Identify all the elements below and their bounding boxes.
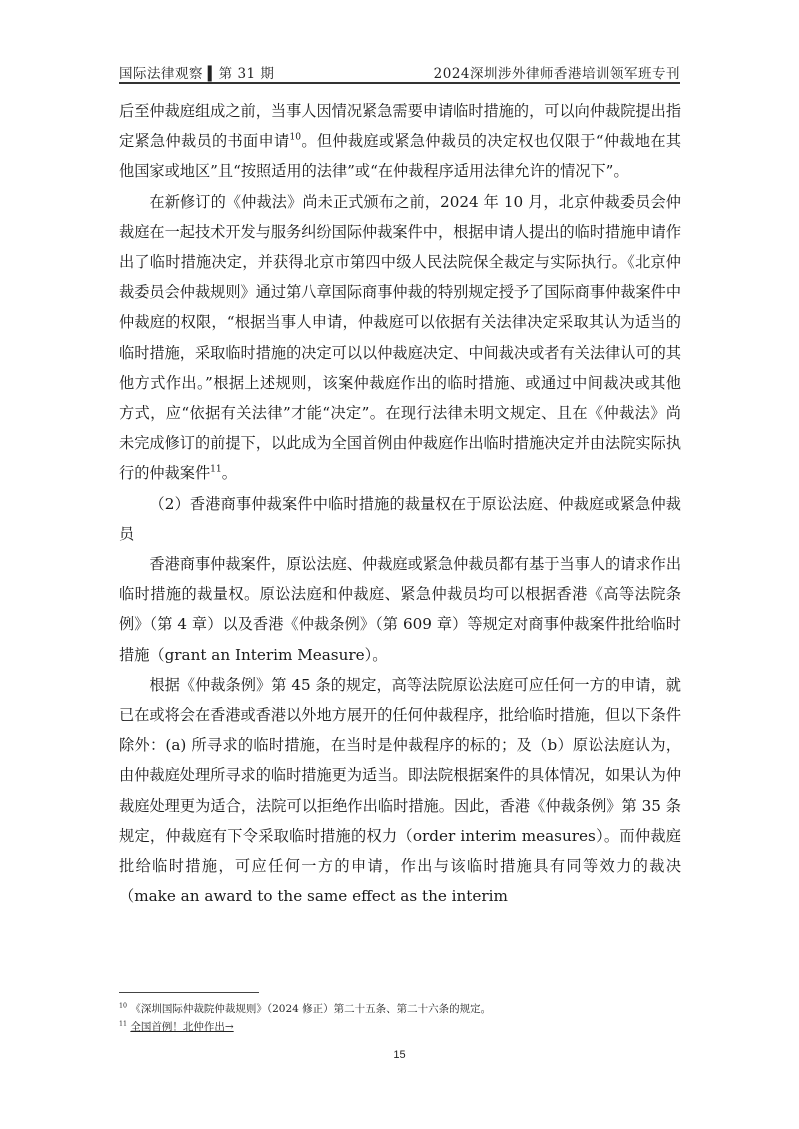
- running-header: [119, 60, 680, 84]
- footnote-link[interactable]: 全国首例！北仲作出→: [130, 1021, 234, 1033]
- footnotes: [119, 1000, 681, 1036]
- footnote-number: 10: [119, 1002, 128, 1010]
- body-text: [119, 96, 681, 911]
- section-heading: （2）香港商事仲裁案件中临时措施的裁量权在于原讼法庭、仲裁庭或紧急仲裁员: [119, 494, 681, 543]
- footnote-ref-11[interactable]: 11: [210, 465, 222, 476]
- footnote-ref-10[interactable]: 10: [289, 132, 302, 143]
- paragraph-text-tail: 。但仲裁庭或紧急仲裁员的决定权也仅限于“仲裁地在其他国家或地区”且“按照适用的法律”或“在仲裁程序适用法律允许的情况下”。: [119, 132, 682, 181]
- paragraph-text-tail: 。: [221, 464, 237, 483]
- footnote-text: 《深圳国际仲裁院仲裁规则》（2024 修正）第二十五条、第二十六条的规定。: [130, 1003, 492, 1015]
- paragraph-text: 后至仲裁庭组成之前，当事人因情况紧急需要申请临时措施的，可以向仲裁院提出指定紧急仲裁员的书面申请: [119, 102, 681, 151]
- paragraph-beijing-case: [119, 187, 681, 489]
- footnote-number: 11: [119, 1020, 128, 1028]
- page-number: 15: [393, 1049, 406, 1061]
- special-issue-title: 2024深圳涉外律师香港培训领军班专刊: [433, 66, 680, 82]
- footnote-11: [119, 1018, 681, 1036]
- paragraph-article-45: 根据《仲裁条例》第 45 条的规定，高等法院原讼法庭可应任何一方的申请，就已在或将会在香港或香港以外地方展开的任何仲裁程序，批给临时措施，但以下条件除外：(a) 所寻求的临时措施，在当时是仲裁程序的标的；及（b）原讼法庭认为，由仲裁庭处理所寻求的临时措施更为适当。即法院根据案件的具体情况，如果认为仲裁庭处理更为适合，法院可以拒绝作出临时措施。因此，香港《仲裁条例》第 35 条规定，仲裁庭有下令采取临时措施的权力（order interim measures）。而仲裁庭批给临时措施，可应任何一方的申请，作出与该临时措施具有同等效力的裁决（make an award to the same effect as the interim: [119, 675, 681, 906]
- paragraph-hk-discretion: 香港商事仲裁案件，原讼法庭、仲裁庭或紧急仲裁员都有基于当事人的请求作出临时措施的裁量权。原讼法庭和仲裁庭、紧急仲裁员均可以根据香港《高等法院条例》（第 4 章）以及香港《仲裁条例》（第 609 章）等规定对商事仲裁案件批给临时措施（grant an Interim Measure）。: [119, 555, 681, 664]
- paragraph-continued: [119, 96, 681, 187]
- paragraph-text: 在新修订的《仲裁法》尚未正式颁布之前，2024 年 10 月，北京仲裁委员会仲裁庭在一起技术开发与服务纠纷国际仲裁案件中，根据申请人提出的临时措施申请作出了临时措施决定，并获得北京市第四中级人民法院保全裁定与实际执行。《北京仲裁委员会仲裁规则》通过第八章国际商事仲裁的特别规定授予了国际商事仲裁案件中仲裁庭的权限，“根据当事人申请，仲裁庭可以依据有关法律决定采取其认为适当的临时措施，采取临时措施的决定可以以仲裁庭决定、中间裁决或者有关法律认可的其他方式作出。”根据上述规则，该案仲裁庭作出的临时措施、或通过中间裁决或其他方式，应“依据有关法律”才能“决定”。在现行法律未明文规定、且在《仲裁法》尚未完成修订的前提下，以此成为全国首例由仲裁庭作出临时措施决定并由法院实际执行的仲裁案件: [119, 192, 681, 483]
- journal-issue-label: 国际法律观察 ▍第 31 期: [119, 66, 275, 82]
- footnote-10: [119, 1000, 681, 1018]
- footnote-divider: [119, 992, 259, 993]
